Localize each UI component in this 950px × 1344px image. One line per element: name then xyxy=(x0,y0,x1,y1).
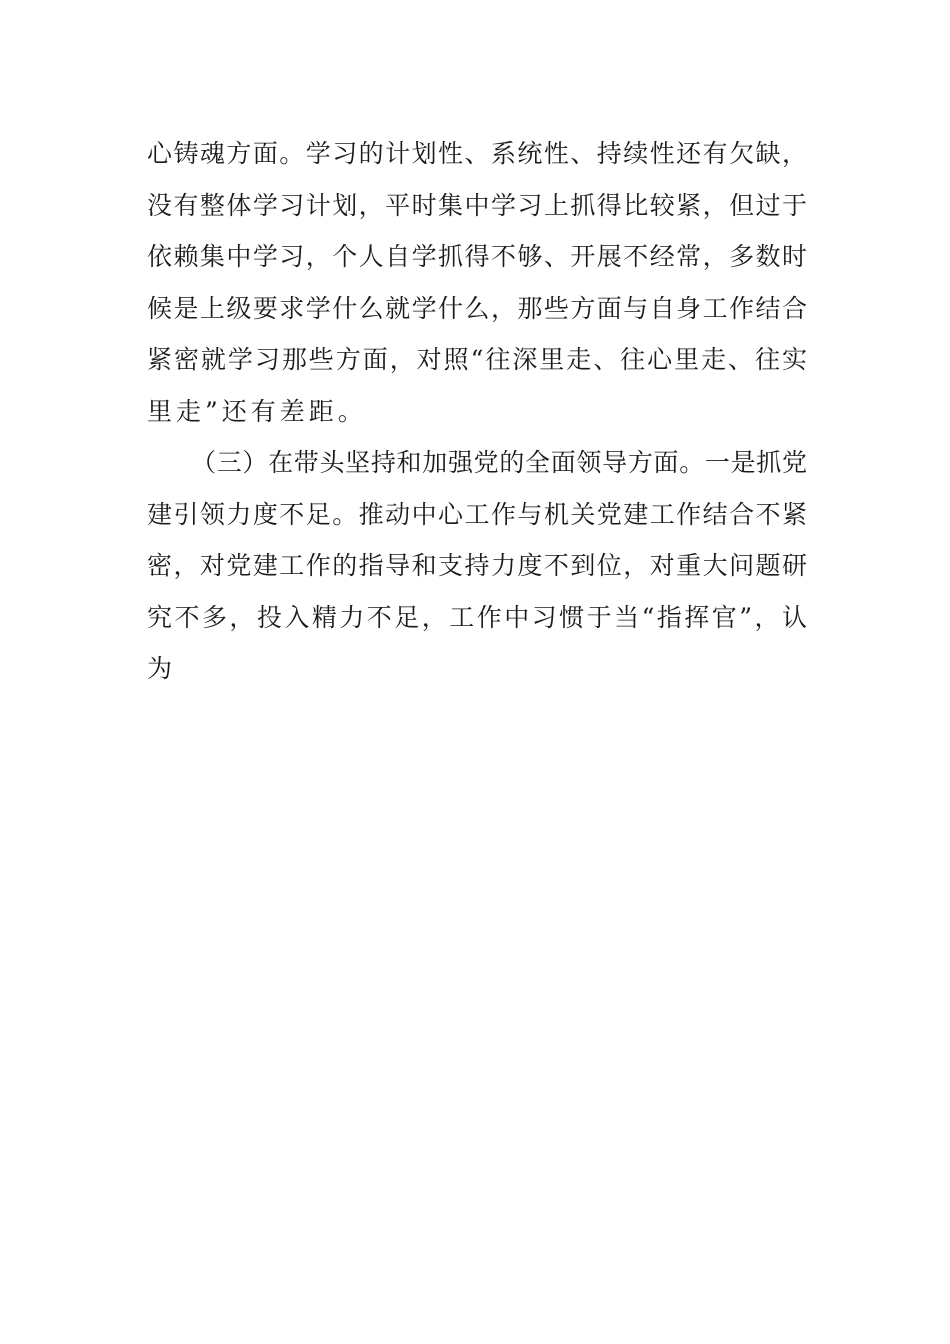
text-line: 究不多，投入精力不足，工作中习惯于当“指挥官”，认 xyxy=(147,602,807,632)
paragraph-1 xyxy=(147,128,807,437)
document-body xyxy=(147,128,807,695)
text-line: 候是上级要求学什么就学什么，那些方面与自身工作结合 xyxy=(147,293,807,323)
text-line: 密，对党建工作的指导和支持力度不到位，对重大问题研 xyxy=(147,551,807,580)
text-line: （三）在带头坚持和加强党的全面领导方面。一是抓党 xyxy=(191,448,807,477)
paragraph-2 xyxy=(147,437,807,695)
text-line: 依赖集中学习，个人自学抓得不够、开展不经常，多数时 xyxy=(147,242,807,271)
text-line: 没有整体学习计划，平时集中学习上抓得比较紧，但过于 xyxy=(147,190,807,220)
text-line: 为 xyxy=(147,654,177,683)
text-line: 紧密就学习那些方面，对照“往深里走、往心里走、往实 xyxy=(147,345,807,374)
text-line: 心铸魂方面。学习的计划性、系统性、持续性还有欠缺， xyxy=(147,139,807,168)
text-line: 建引领力度不足。推动中心工作与机关党建工作结合不紧 xyxy=(147,499,807,529)
text-line: 里走”还有差距。 xyxy=(147,396,367,426)
